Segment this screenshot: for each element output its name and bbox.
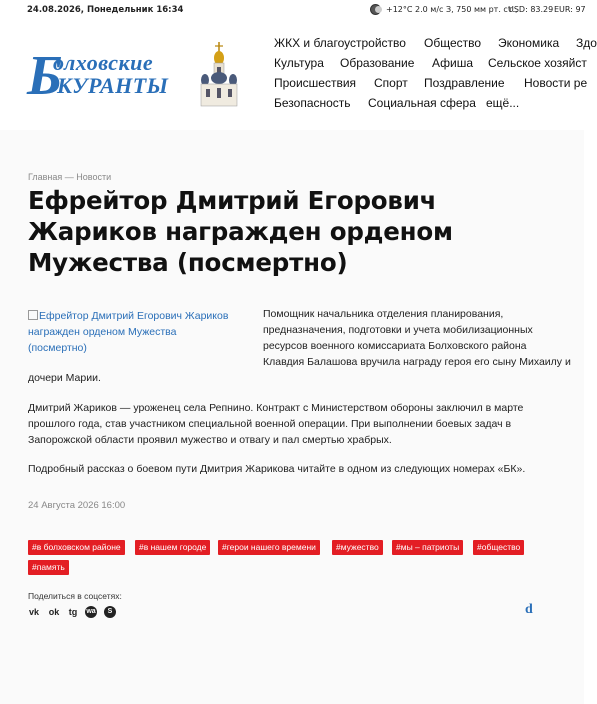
image-alt-text: (посмертно) (28, 342, 87, 354)
whatsapp-icon[interactable]: wa (85, 606, 97, 618)
paragraph-line: Дмитрий Жариков — уроженец села Репнино. Контракт с Министерством обороны заключил в марте (28, 402, 524, 414)
breadcrumb-separator: — (64, 172, 74, 182)
logo-line-1: олховские (53, 50, 154, 75)
article-paragraph-3 (28, 461, 525, 477)
article-content (0, 130, 584, 704)
main-nav (274, 36, 597, 116)
title-line: Мужества (посмертно) (28, 248, 348, 277)
article-image[interactable] (28, 308, 254, 356)
site-header (0, 22, 597, 130)
image-alt-text: награжден орденом Мужества (28, 326, 177, 338)
title-line: Жариков награжден орденом (28, 217, 453, 246)
nav-item-social[interactable]: Социальная сфера (368, 96, 476, 110)
eur-rate: EUR: 97 (554, 5, 586, 14)
telegram-icon[interactable]: tg (68, 607, 78, 617)
current-date: 24.08.2026, Понедельник 16:34 (27, 5, 184, 15)
logo-letter: Б (27, 45, 63, 107)
article-paragraph-2 (28, 400, 523, 448)
nav-item-more[interactable]: ещё... (486, 96, 520, 110)
top-bar (0, 0, 584, 22)
church-icon (197, 42, 241, 108)
tag-memory[interactable]: #память (28, 560, 69, 575)
nav-row-3 (274, 76, 588, 96)
floating-d-icon[interactable]: d (525, 602, 533, 617)
publish-date: 24 Августа 2026 16:00 (28, 500, 126, 511)
logo-line-2: КУРАНТЫ (57, 73, 169, 98)
image-alt-text: Ефрейтор Дмитрий Егорович Жариков (39, 310, 229, 322)
tag-bolkhov-district[interactable]: #в болховском районе (28, 540, 125, 555)
nav-row-1 (274, 36, 597, 56)
paragraph-line: Помощник начальника отделения планирования, (263, 308, 504, 320)
nav-item-economy[interactable]: Экономика (498, 36, 560, 50)
nav-item-education[interactable]: Образование (340, 56, 415, 70)
breadcrumb (28, 172, 111, 182)
article-paragraph-1 (263, 306, 593, 370)
article-paragraph-1-cont: дочери Марии. (28, 372, 101, 384)
title-line: Ефрейтор Дмитрий Егорович (28, 186, 437, 215)
nav-row-2 (274, 56, 587, 76)
tag-heroes[interactable]: #герои нашего времени (218, 540, 320, 555)
nav-item-incidents[interactable]: Происшествия (274, 76, 357, 90)
tag-patriots[interactable]: #мы – патриоты (392, 540, 463, 555)
paragraph-line: Запорожской области проявил мужество и отвагу и пал смертью храбрых. (28, 434, 392, 446)
broken-image-icon (28, 310, 38, 320)
nav-item-culture[interactable]: Культура (274, 56, 324, 70)
site-logo[interactable] (27, 42, 247, 108)
paragraph-line: Клавдия Балашова вручила награду героя его сыну Михаилу и (263, 356, 571, 368)
nav-item-health[interactable]: Здо (576, 36, 597, 50)
nav-item-agriculture[interactable]: Сельское хозяйст (488, 56, 587, 70)
page-title (28, 185, 568, 278)
usd-rate: USD: 83.29 (508, 5, 554, 14)
tag-our-city[interactable]: #в нашем городе (135, 540, 210, 555)
breadcrumb-home[interactable]: Главная (28, 172, 63, 182)
share-label: Поделиться в соцсетях: (28, 591, 122, 601)
nav-item-afisha[interactable]: Афиша (432, 56, 474, 70)
nav-item-society[interactable]: Общество (424, 36, 482, 50)
paragraph-line: Подробный рассказ о боевом пути Дмитрия Жарикова читайте в одном из следующих номерах «БК». (28, 463, 526, 475)
tag-society[interactable]: #общество (473, 540, 524, 555)
skype-icon[interactable]: S (104, 606, 116, 618)
nav-item-region-news[interactable]: Новости ре (524, 76, 588, 90)
paragraph-line: предназначения, подготовки и учета мобилизационных (263, 324, 533, 336)
weather-moon-icon (370, 4, 381, 15)
nav-item-sport[interactable]: Спорт (374, 76, 408, 90)
paragraph-line: прошлого года, став участником специальной военной операции. При выполнении боевых задач в (28, 418, 512, 430)
tag-courage[interactable]: #мужество (332, 540, 383, 555)
ok-icon[interactable]: ok (48, 607, 60, 617)
nav-row-4 (274, 96, 584, 116)
weather-info: +12°C 2.0 м/с З, 750 мм рт. ст., (386, 5, 518, 14)
nav-item-greetings[interactable]: Поздравление (424, 76, 505, 90)
nav-item-security[interactable]: Безопасность (274, 96, 351, 110)
vk-icon[interactable]: vk (28, 607, 39, 617)
paragraph-line: ресурсов военного комиссариата Болховского района (263, 340, 527, 352)
nav-item-zhkh[interactable]: ЖКХ и благоустройство (274, 36, 406, 50)
breadcrumb-news[interactable]: Новости (76, 172, 112, 182)
